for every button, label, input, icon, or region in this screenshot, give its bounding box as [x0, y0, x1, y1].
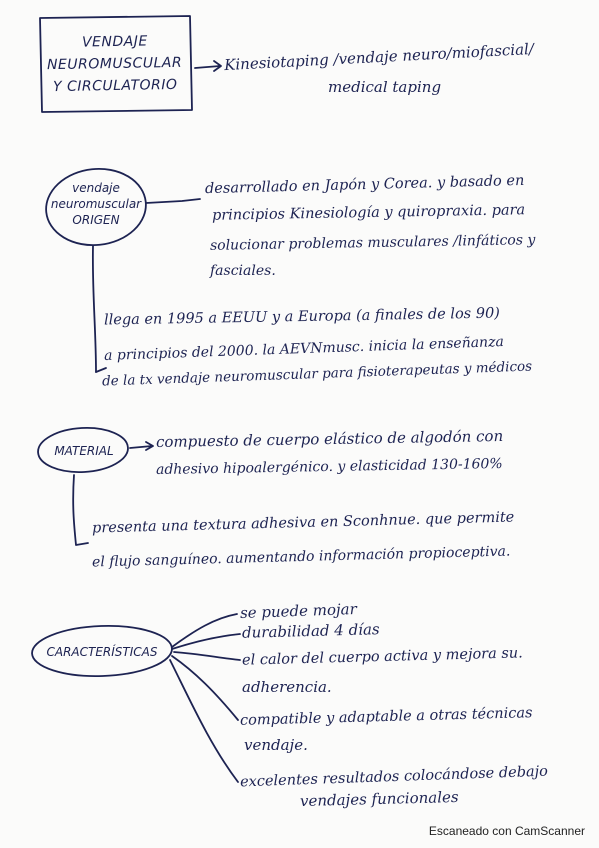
- material-branch-line-1: presenta una textura adhesiva en Sconhnue. que permite: [91, 509, 515, 537]
- origin-bubble-label: [50, 180, 142, 228]
- material-arrow: [130, 442, 153, 450]
- feature-item-6: vendaje.: [244, 736, 308, 754]
- origin-branch-line-3: de la tx vendaje neuromuscular para fisioterapeutas y médicos: [101, 358, 533, 390]
- material-branch-line-2: el flujo sanguíneo. aumentando información propioceptiva.: [91, 543, 511, 571]
- feature-item-5: compatible y adaptable a otras técnicas: [239, 705, 533, 729]
- title-definition-line-2: medical taping: [328, 78, 442, 96]
- material-text-line-1: compuesto de cuerpo elástico de algodón con: [155, 426, 504, 452]
- features-branch-3: [174, 652, 240, 660]
- scanner-watermark: Escaneado con CamScanner: [428, 824, 585, 838]
- features-bubble-label: [35, 644, 169, 660]
- features-branch-4: [172, 656, 238, 720]
- title-definition-line-1: Kinesiotaping /vendaje neuro/miofascial/: [223, 39, 535, 75]
- origin-text-line-4: fasciales.: [210, 263, 276, 279]
- material-branch-line: [73, 475, 88, 545]
- origin-bubble-line-2: neuromuscular: [50, 197, 142, 211]
- title-line-3: Y CIRCULATORIO: [52, 76, 178, 96]
- title-box: [40, 18, 190, 110]
- material-bubble-text: MATERIAL: [54, 444, 114, 458]
- origin-branch-line-1: llega en 1995 a EEUU y a Europa (a finales de los 90): [103, 305, 501, 329]
- feature-item-4: adherencia.: [242, 678, 332, 696]
- title-arrow: [195, 61, 221, 71]
- material-text-line-2: adhesivo hipoalergénico. y elasticidad 130-160%: [155, 455, 503, 479]
- feature-item-7: excelentes resultados colocándose debajo: [239, 763, 549, 791]
- origin-branch-tick1: [96, 368, 106, 372]
- features-bubble-text: CARACTERÍSTICAS: [46, 645, 158, 659]
- feature-item-1: se puede mojar: [239, 599, 358, 623]
- origin-branch-line: [93, 246, 96, 372]
- feature-item-8: vendajes funcionales: [299, 787, 459, 811]
- origin-bubble-line-1: vendaje: [72, 181, 120, 195]
- features-branch-2: [172, 634, 240, 649]
- origin-text-line-1: desarrollado en Japón y Corea. y basado en: [204, 172, 525, 198]
- origin-branch-line-2: a principios del 2000. la AEVNmusc. inicia la enseñanza: [103, 334, 505, 364]
- features-branch-5: [170, 660, 238, 782]
- features-branch-1: [172, 614, 237, 647]
- origin-text-line-3: solucionar problemas musculares /linfáticos y: [209, 232, 536, 254]
- origin-text-line-2: principios Kinesiología y quiropraxia. para: [211, 202, 526, 224]
- title-line-1: VENDAJE: [81, 33, 148, 51]
- feature-item-3: el calor del cuerpo activa y mejora su.: [241, 645, 523, 669]
- feature-item-2: durabilidad 4 días: [241, 620, 380, 642]
- origin-arrow: [146, 199, 200, 203]
- origin-bubble-line-3: ORIGEN: [72, 213, 120, 227]
- material-bubble-label: [42, 443, 126, 459]
- title-line-2: NEUROMUSCULAR: [47, 54, 183, 74]
